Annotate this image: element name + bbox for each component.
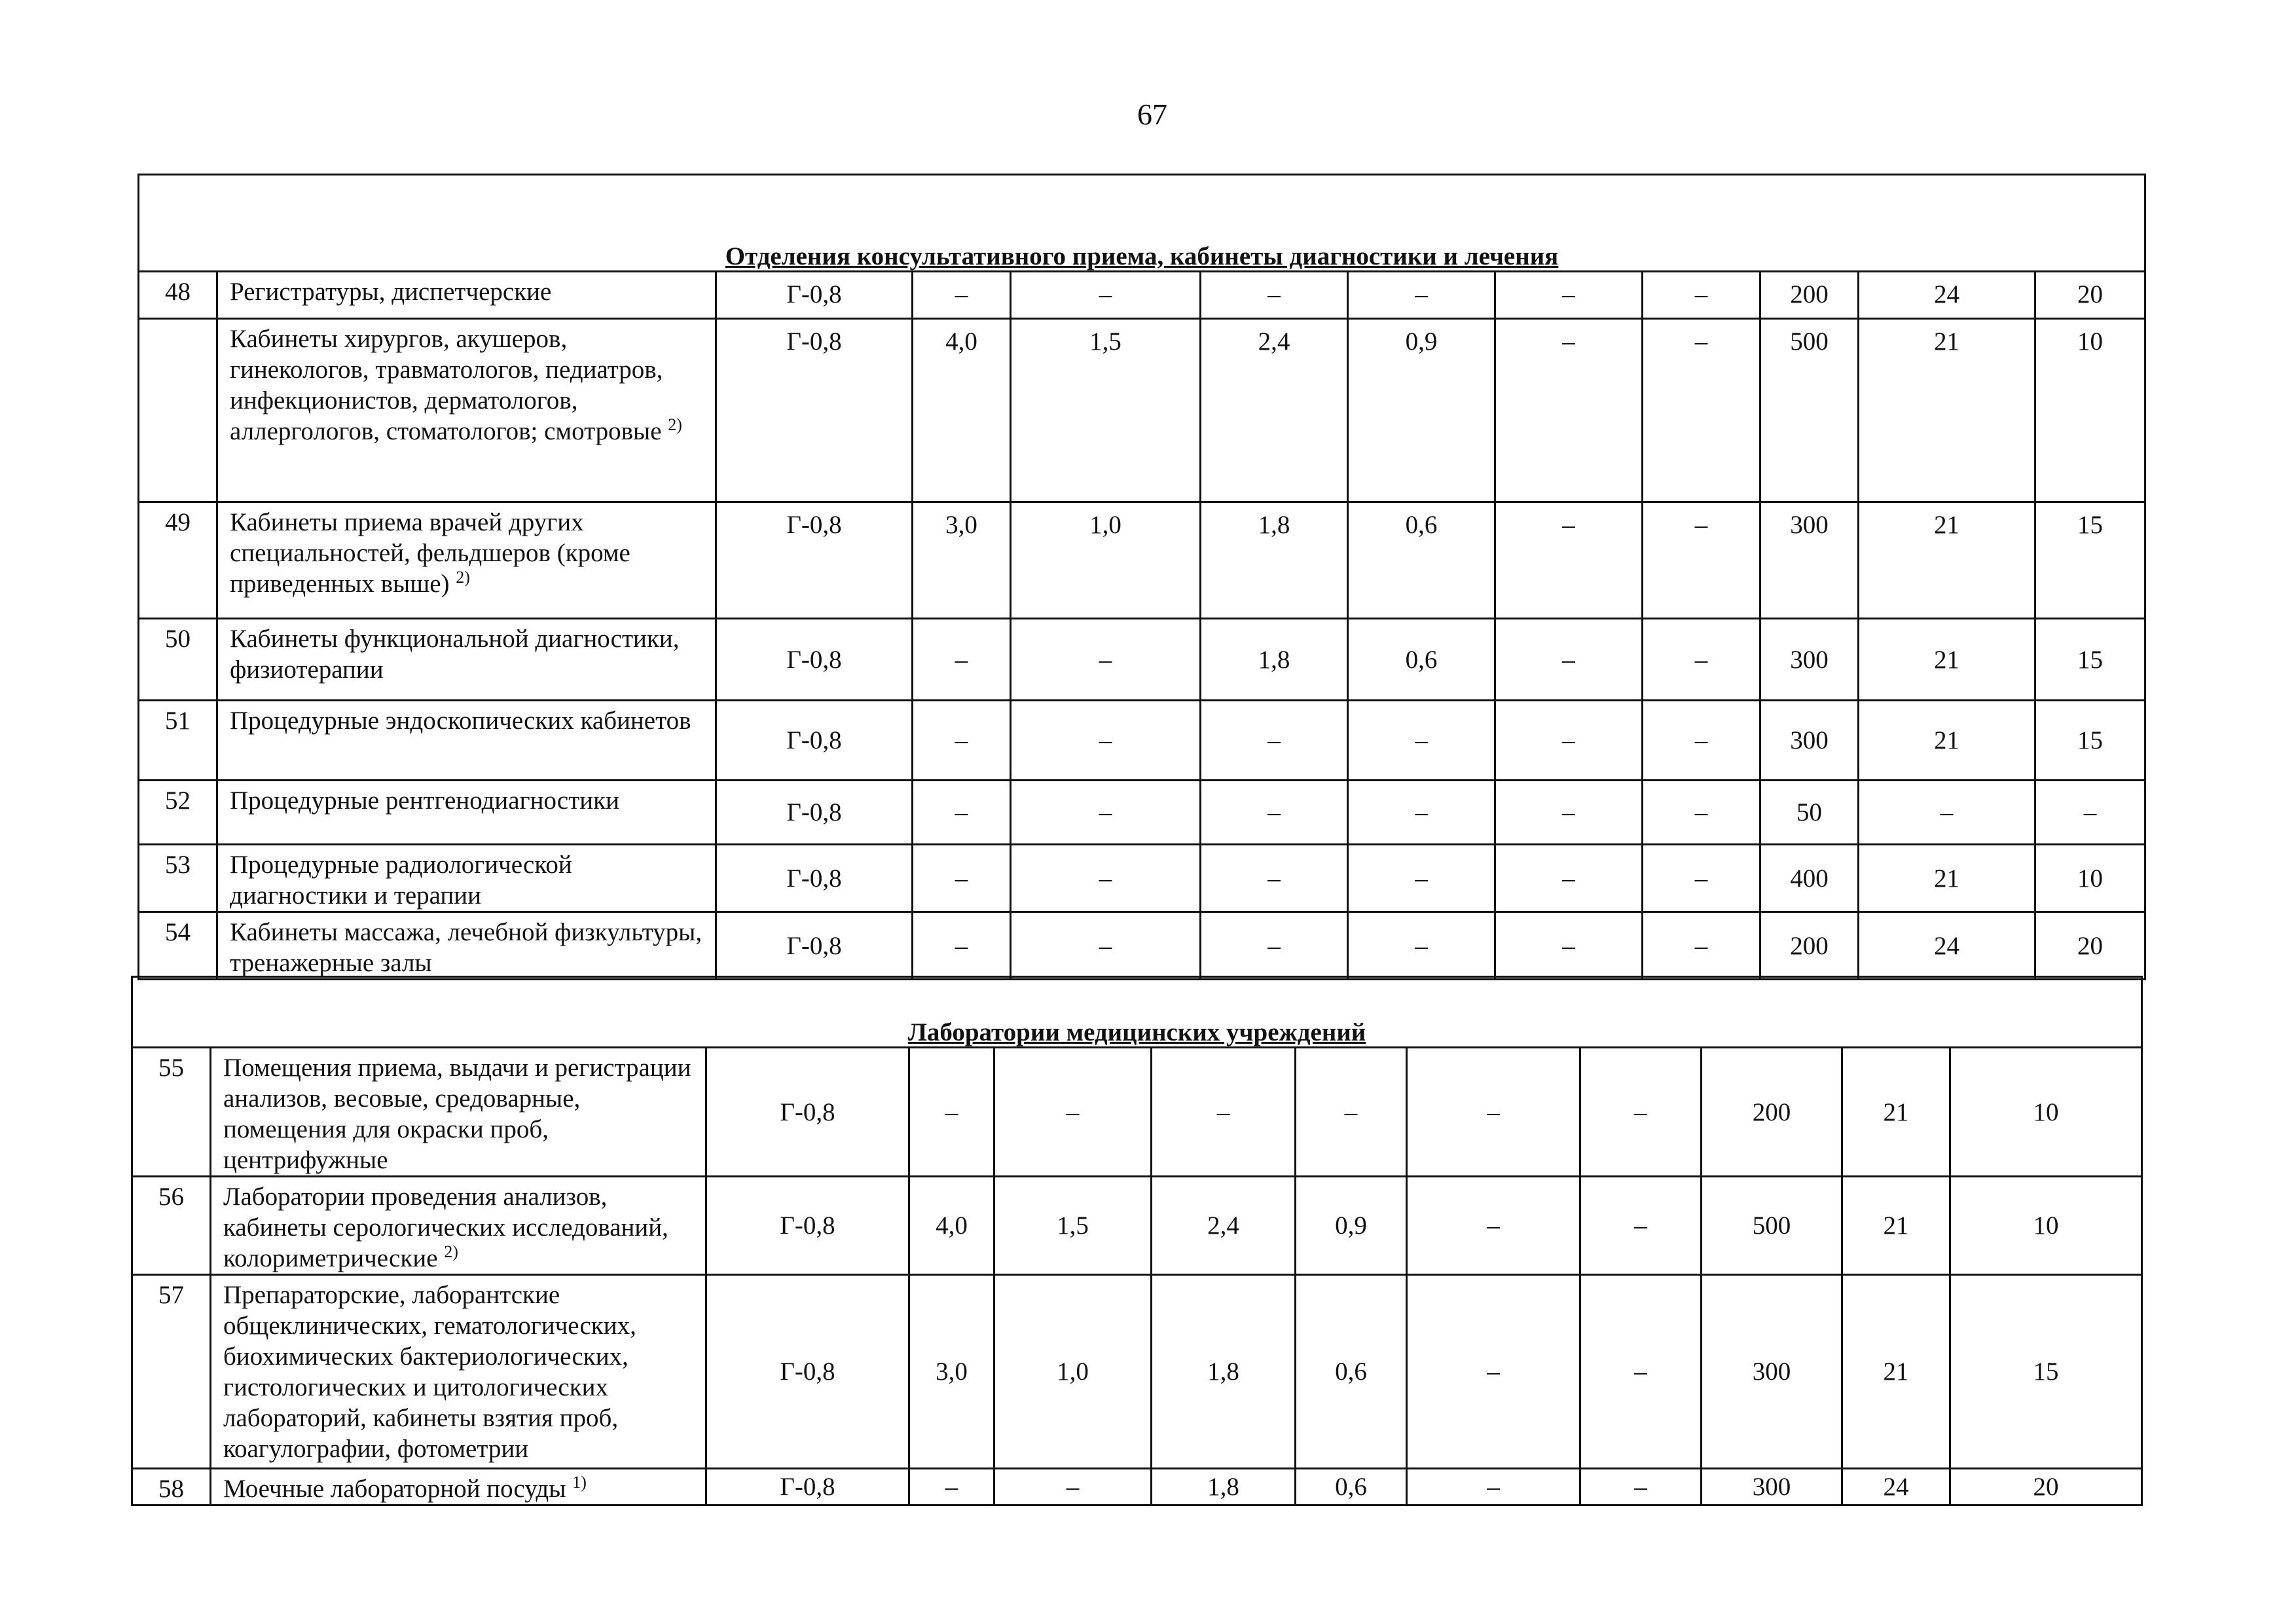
table-row	[132, 1177, 2142, 1275]
value-cell: –	[1201, 781, 1348, 845]
value-cell: 24	[1859, 912, 2035, 980]
room-name-text: Лаборатории проведения анализов, кабинеты серологических исследований, колориметрические	[223, 1183, 668, 1272]
value-cell: Г-0,8	[716, 781, 913, 845]
value-cell: 300	[1760, 502, 1859, 619]
value-cell: 21	[1842, 1048, 1950, 1177]
section-title-row	[139, 175, 2145, 272]
footnote-marker: 2)	[444, 1242, 458, 1261]
value-cell: 1,5	[1011, 319, 1201, 502]
value-cell: –	[1011, 701, 1201, 781]
value-cell: –	[1580, 1177, 1702, 1275]
value-cell: –	[1495, 845, 1643, 912]
value-cell: –	[1152, 1048, 1296, 1177]
value-cell: –	[1580, 1048, 1702, 1177]
table-row	[139, 912, 2145, 980]
value-cell: 21	[1842, 1177, 1950, 1275]
value-cell: –	[1011, 912, 1201, 980]
value-cell: –	[994, 1048, 1152, 1177]
room-name	[211, 1048, 706, 1177]
value-cell: 300	[1702, 1469, 1842, 1505]
value-cell: –	[1201, 272, 1348, 319]
value-cell: –	[913, 272, 1011, 319]
value-cell: 24	[1859, 272, 2035, 319]
value-cell: Г-0,8	[706, 1048, 909, 1177]
table-row	[139, 781, 2145, 845]
value-cell: –	[1407, 1469, 1580, 1505]
value-cell: –	[1011, 272, 1201, 319]
room-name-text: Процедурные рентгенодиагностики	[230, 786, 619, 815]
value-cell: 21	[1859, 502, 2035, 619]
value-cell: Г-0,8	[706, 1469, 909, 1505]
value-cell: 3,0	[909, 1275, 994, 1469]
value-cell: Г-0,8	[716, 502, 913, 619]
value-cell: –	[1495, 912, 1643, 980]
value-cell: 20	[1950, 1469, 2142, 1505]
value-cell: 4,0	[913, 319, 1011, 502]
norms-table-laboratories	[131, 976, 2143, 1506]
value-cell: 0,6	[1348, 619, 1495, 701]
value-cell: 15	[2035, 502, 2145, 619]
value-cell: 21	[1859, 701, 2035, 781]
value-cell: 0,6	[1296, 1469, 1407, 1505]
value-cell: Г-0,8	[716, 912, 913, 980]
value-cell: –	[1296, 1048, 1407, 1177]
value-cell: –	[1201, 912, 1348, 980]
value-cell: –	[1407, 1275, 1580, 1469]
room-name-text: Кабинеты приема врачей других специальностей, фельдшеров (кроме приведенных выше)	[230, 508, 630, 598]
footnote-marker: 2)	[456, 568, 470, 587]
value-cell: –	[1495, 701, 1643, 781]
row-number: 52	[139, 781, 217, 845]
value-cell: Г-0,8	[716, 701, 913, 781]
value-cell: 2,4	[1152, 1177, 1296, 1275]
value-cell: 500	[1702, 1177, 1842, 1275]
value-cell: –	[1407, 1177, 1580, 1275]
value-cell: –	[1495, 319, 1643, 502]
room-name-text: Помещения приема, выдачи и регистрации анализов, весовые, средоварные, помещения для окраски проб, центрифужные	[223, 1054, 691, 1174]
value-cell: 1,8	[1201, 619, 1348, 701]
row-number: 54	[139, 912, 217, 980]
value-cell: –	[1495, 502, 1643, 619]
value-cell: 21	[1859, 619, 2035, 701]
value-cell: Г-0,8	[716, 319, 913, 502]
value-cell: 200	[1702, 1048, 1842, 1177]
room-name	[211, 1177, 706, 1275]
value-cell: –	[1011, 845, 1201, 912]
section-title-row	[132, 977, 2142, 1048]
room-name	[217, 502, 716, 619]
value-cell: –	[1348, 845, 1495, 912]
value-cell: 15	[2035, 701, 2145, 781]
value-cell: –	[1643, 272, 1760, 319]
room-name-text: Кабинеты хирургов, акушеров, гинекологов, травматологов, педиатров, инфекционистов, дерматологов, аллергологов, стоматологов; смотровые	[230, 325, 663, 445]
value-cell: –	[1643, 619, 1760, 701]
value-cell: –	[1580, 1469, 1702, 1505]
value-cell: 10	[1950, 1177, 2142, 1275]
value-cell: –	[913, 781, 1011, 845]
value-cell: Г-0,8	[716, 272, 913, 319]
footnote-marker: 1)	[572, 1473, 587, 1492]
value-cell: –	[909, 1048, 994, 1177]
room-name	[211, 1275, 706, 1469]
row-number: 51	[139, 701, 217, 781]
value-cell: 1,8	[1201, 502, 1348, 619]
value-cell: –	[913, 912, 1011, 980]
room-name-text: Препараторские, лаборантские общеклинических, гематологических, биохимических бактериологических, гистологических и цитологических лабораторий, кабинеты взятия проб, коагулографии, фотометрии	[223, 1281, 636, 1463]
value-cell: Г-0,8	[716, 619, 913, 701]
value-cell: –	[1348, 781, 1495, 845]
value-cell: 20	[2035, 912, 2145, 980]
value-cell: 21	[1842, 1275, 1950, 1469]
room-name	[217, 701, 716, 781]
table-row	[139, 319, 2145, 502]
value-cell: Г-0,8	[706, 1177, 909, 1275]
norms-table-consultative	[137, 174, 2146, 980]
room-name-text: Регистратуры, диспетчерские	[230, 278, 552, 306]
value-cell: –	[994, 1469, 1152, 1505]
room-name-text: Процедурные эндоскопических кабинетов	[230, 707, 691, 735]
value-cell: 10	[2035, 845, 2145, 912]
room-name-text: Моечные лабораторной посуды	[223, 1475, 566, 1503]
row-number	[139, 319, 217, 502]
value-cell: 200	[1760, 272, 1859, 319]
value-cell: 50	[1760, 781, 1859, 845]
value-cell: 3,0	[913, 502, 1011, 619]
value-cell: 200	[1760, 912, 1859, 980]
value-cell: 0,9	[1296, 1177, 1407, 1275]
value-cell: –	[1580, 1275, 1702, 1469]
value-cell: –	[1643, 701, 1760, 781]
value-cell: 400	[1760, 845, 1859, 912]
value-cell: –	[1348, 272, 1495, 319]
value-cell: –	[1643, 781, 1760, 845]
value-cell: 1,0	[1011, 502, 1201, 619]
value-cell: –	[2035, 781, 2145, 845]
table-row	[139, 619, 2145, 701]
row-number: 56	[132, 1177, 211, 1275]
room-name-text: Процедурные радиологической диагностики и терапии	[230, 851, 572, 910]
value-cell: 300	[1702, 1275, 1842, 1469]
value-cell: –	[1011, 619, 1201, 701]
row-number: 55	[132, 1048, 211, 1177]
row-number: 58	[132, 1469, 211, 1505]
table-row	[139, 272, 2145, 319]
table-row	[132, 1469, 2142, 1505]
value-cell: 0,6	[1296, 1275, 1407, 1469]
value-cell: 10	[1950, 1048, 2142, 1177]
value-cell: –	[1348, 912, 1495, 980]
row-number: 50	[139, 619, 217, 701]
value-cell: 1,0	[994, 1275, 1152, 1469]
room-name	[217, 619, 716, 701]
table-row	[139, 502, 2145, 619]
value-cell: –	[1643, 845, 1760, 912]
table-row	[132, 1048, 2142, 1177]
row-number: 53	[139, 845, 217, 912]
value-cell: 15	[2035, 619, 2145, 701]
value-cell: 1,5	[994, 1177, 1152, 1275]
row-number: 49	[139, 502, 217, 619]
row-number: 48	[139, 272, 217, 319]
value-cell: 20	[2035, 272, 2145, 319]
value-cell: –	[1643, 502, 1760, 619]
value-cell: 15	[1950, 1275, 2142, 1469]
value-cell: 300	[1760, 701, 1859, 781]
footnote-marker: 2)	[668, 415, 682, 434]
room-name-text: Кабинеты функциональной диагностики, физиотерапии	[230, 625, 680, 684]
value-cell: 0,9	[1348, 319, 1495, 502]
value-cell: 24	[1842, 1469, 1950, 1505]
value-cell: –	[913, 845, 1011, 912]
value-cell: –	[1201, 845, 1348, 912]
value-cell: 2,4	[1201, 319, 1348, 502]
room-name	[217, 319, 716, 502]
table-row	[139, 701, 2145, 781]
value-cell: 1,8	[1152, 1275, 1296, 1469]
value-cell: –	[1495, 619, 1643, 701]
value-cell: –	[1348, 701, 1495, 781]
value-cell: –	[913, 701, 1011, 781]
value-cell: 4,0	[909, 1177, 994, 1275]
value-cell: 300	[1760, 619, 1859, 701]
value-cell: –	[1201, 701, 1348, 781]
room-name	[217, 781, 716, 845]
section-title: Лаборатории медицинских учреждений	[907, 1018, 1366, 1046]
value-cell: –	[1495, 272, 1643, 319]
value-cell: –	[1643, 319, 1760, 502]
table-row	[139, 845, 2145, 912]
value-cell: –	[1011, 781, 1201, 845]
room-name	[217, 272, 716, 319]
value-cell: –	[1859, 781, 2035, 845]
value-cell: 21	[1859, 845, 2035, 912]
value-cell: 1,8	[1152, 1469, 1296, 1505]
room-name	[217, 845, 716, 912]
room-name-text: Кабинеты массажа, лечебной физкультуры, тренажерные залы	[230, 918, 702, 977]
value-cell: 0,6	[1348, 502, 1495, 619]
value-cell: 500	[1760, 319, 1859, 502]
value-cell: –	[1495, 781, 1643, 845]
value-cell: Г-0,8	[706, 1275, 909, 1469]
section-title: Отделения консультативного приема, кабинеты диагностики и лечения	[725, 242, 1559, 270]
value-cell: –	[913, 619, 1011, 701]
value-cell: 21	[1859, 319, 2035, 502]
room-name	[211, 1469, 706, 1505]
value-cell: Г-0,8	[716, 845, 913, 912]
value-cell: –	[909, 1469, 994, 1505]
value-cell: 10	[2035, 319, 2145, 502]
page-number: 67	[1137, 98, 1167, 131]
value-cell: –	[1407, 1048, 1580, 1177]
row-number: 57	[132, 1275, 211, 1469]
table-row	[132, 1275, 2142, 1469]
room-name	[217, 912, 716, 980]
value-cell: –	[1643, 912, 1760, 980]
